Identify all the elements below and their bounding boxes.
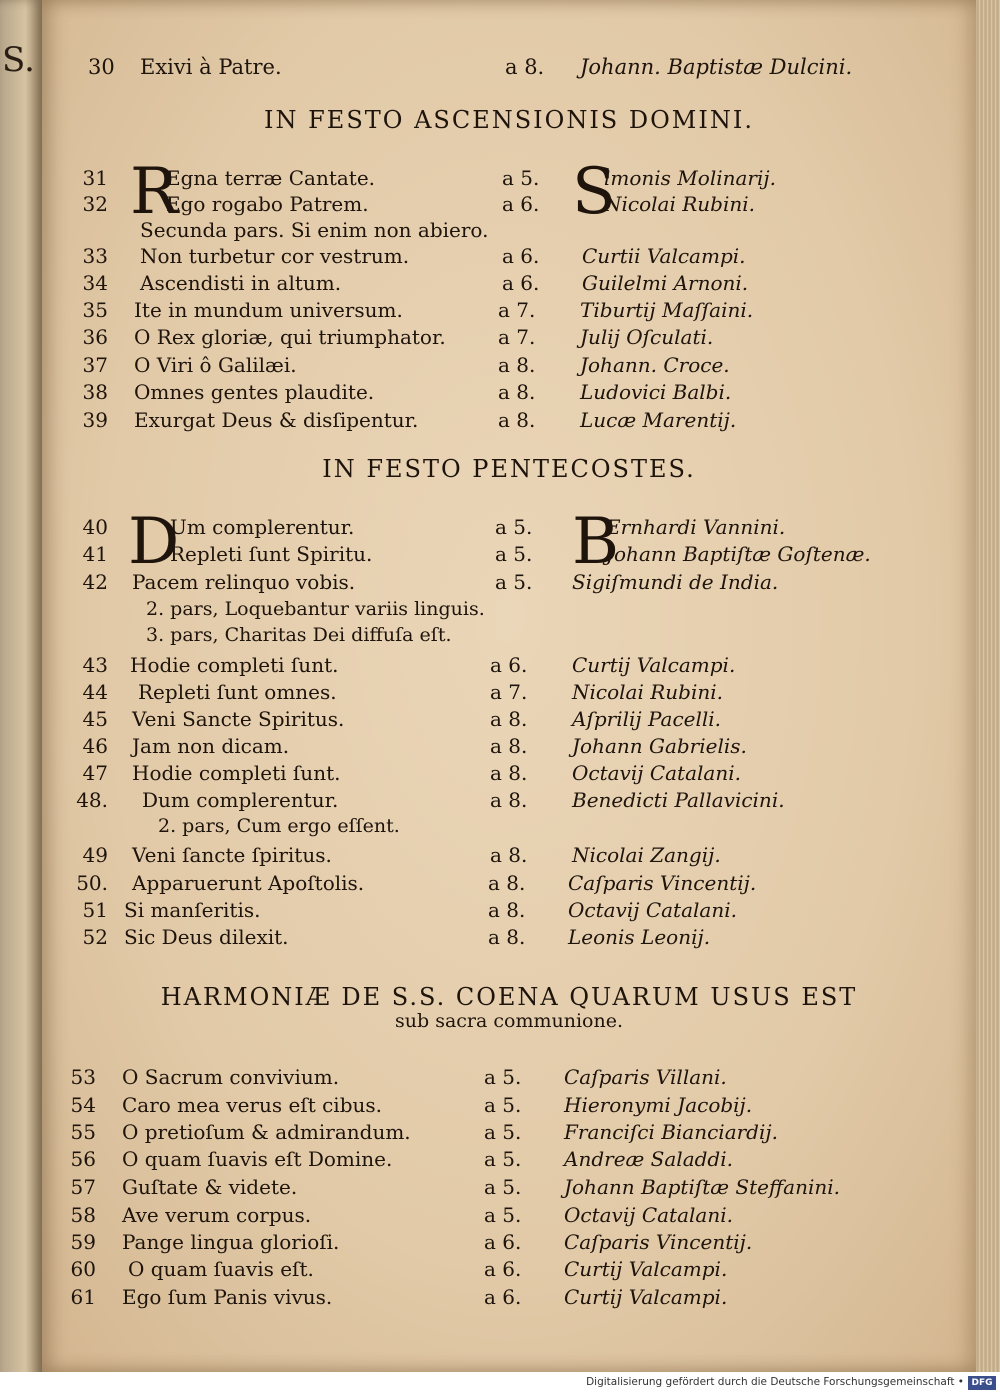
entry-composer: Caſparis Vincentij. [568, 871, 757, 895]
list-item [0, 1065, 1000, 1093]
list-item [0, 271, 1000, 299]
entry-title: O Sacrum convivium. [122, 1065, 340, 1089]
entry-composer: Johann. Croce. [580, 353, 730, 377]
entry-number: 47 [82, 761, 108, 785]
entry-number: 53 [70, 1065, 96, 1089]
entry-voices: a 8. [488, 871, 526, 895]
entry-title: O quam ſuavis eſt Domine. [122, 1147, 393, 1171]
entry-title: Ascendisti in altum. [140, 271, 342, 295]
list-item [0, 843, 1000, 871]
list-item [0, 1203, 1000, 1231]
decorated-initial-b: B [572, 505, 620, 579]
entry-composer: Tiburtij Maſſaini. [580, 298, 754, 322]
list-item [0, 1175, 1000, 1203]
list-item [0, 1230, 1000, 1258]
entry-number: 43 [82, 653, 108, 677]
list-item [0, 570, 1000, 598]
entry-title: Non turbetur cor vestrum. [140, 244, 410, 268]
entry-number: 49 [82, 843, 108, 867]
list-item [0, 380, 1000, 408]
entry-title: Repleti ſunt Spiritu. [170, 542, 373, 566]
running-head-composer: Johann. Baptistæ Dulcini. [580, 55, 853, 79]
entry-voices: a 5. [484, 1175, 522, 1199]
entry-title: 2. pars, Cum ergo eſſent. [158, 815, 400, 837]
entry-title: Egna terræ Cantate. [166, 166, 376, 190]
entry-number: 59 [70, 1230, 96, 1254]
list-item [0, 871, 1000, 899]
section-heading-ascension: IN FESTO ASCENSIONIS DOMINI. [264, 106, 754, 134]
decorated-initial-s: S [572, 155, 616, 229]
running-head-title: Exivi à Patre. [140, 55, 282, 79]
list-item [0, 734, 1000, 762]
entry-composer: Hieronymi Jacobij. [564, 1093, 753, 1117]
entry-composer: Benedicti Pallavicini. [572, 788, 785, 812]
entry-voices: a 5. [484, 1065, 522, 1089]
list-item [0, 244, 1000, 272]
entry-composer: lmonis Molinarij. [604, 166, 776, 190]
page-number: 30 [88, 55, 115, 79]
entry-title: O quam ſuavis eſt. [128, 1257, 314, 1281]
list-item [0, 1285, 1000, 1313]
entry-title: 2. pars, Loquebantur variis linguis. [146, 598, 485, 620]
entry-number: 55 [70, 1120, 96, 1144]
entry-number: 61 [70, 1285, 96, 1309]
entry-title: Si manſeritis. [124, 898, 261, 922]
entry-title: Hodie completi ſunt. [132, 761, 341, 785]
list-item [0, 815, 1000, 843]
entry-voices: a 6. [484, 1285, 522, 1309]
entry-composer: Caſparis Villani. [564, 1065, 727, 1089]
list-item [0, 408, 1000, 436]
list-item [0, 298, 1000, 326]
entry-title: Exurgat Deus & disſipentur. [134, 408, 419, 432]
list-item [0, 898, 1000, 926]
entry-number: 40 [82, 515, 108, 539]
list-item [0, 542, 1000, 570]
list-item [0, 653, 1000, 681]
entry-voices: a 5. [484, 1147, 522, 1171]
entry-voices: a 5. [495, 542, 533, 566]
entry-composer: Leonis Leonij. [568, 925, 711, 949]
entry-title: Omnes gentes plaudite. [134, 380, 375, 404]
entry-voices: a 8. [498, 408, 536, 432]
entry-voices: a 8. [488, 925, 526, 949]
entry-title: Pacem relinquo vobis. [132, 570, 356, 594]
entry-title: Secunda pars. Si enim non abiero. [140, 218, 489, 242]
entry-title: Ave verum corpus. [122, 1203, 312, 1227]
entry-voices: a 6. [502, 244, 540, 268]
list-item [0, 707, 1000, 735]
entry-voices: a 8. [490, 707, 528, 731]
list-item [0, 680, 1000, 708]
entry-voices: a 5. [484, 1120, 522, 1144]
entry-number: 54 [70, 1093, 96, 1117]
entry-title: Apparuerunt Apoſtolis. [132, 871, 365, 895]
entry-number: 46 [82, 734, 108, 758]
entry-number: 37 [82, 353, 108, 377]
entry-voices: a 5. [484, 1203, 522, 1227]
list-item [0, 515, 1000, 543]
dfg-logo: DFG [968, 1376, 996, 1390]
entry-number: 39 [82, 408, 108, 432]
entry-number: 45 [82, 707, 108, 731]
entry-number: 58 [70, 1203, 96, 1227]
entry-title: 3. pars, Charitas Dei diffuſa eſt. [146, 624, 452, 646]
entry-number: 57 [70, 1175, 96, 1199]
entry-title: Dum complerentur. [142, 788, 339, 812]
entry-voices: a 7. [498, 325, 536, 349]
entry-voices: a 8. [490, 761, 528, 785]
entry-title: Veni ſancte ſpiritus. [132, 843, 332, 867]
entry-voices: a 7. [498, 298, 536, 322]
entry-composer: Curtii Valcampi. [582, 244, 746, 268]
list-item [0, 788, 1000, 816]
funding-credit: Digitalisierung gefördert durch die Deutsche Forschungsgemeinschaft • [586, 1376, 964, 1388]
entry-voices: a 5. [495, 515, 533, 539]
entry-composer: Aſprilij Pacelli. [572, 707, 722, 731]
entry-number: 52 [82, 925, 108, 949]
entry-title: Veni Sancte Spiritus. [132, 707, 345, 731]
entry-composer: Nicolai Zangij. [572, 843, 721, 867]
section-heading-communion: HARMONIÆ DE S.S. COENA QUARUM USUS EST [160, 983, 858, 1011]
entry-title: Um complerentur. [170, 515, 355, 539]
entry-number: 50. [76, 871, 108, 895]
entry-number: 48. [76, 788, 108, 812]
entry-composer: Curtij Valcampi. [572, 653, 736, 677]
entry-voices: a 8. [490, 734, 528, 758]
entry-number: 60 [70, 1257, 96, 1281]
section-heading-pentecost: IN FESTO PENTECOSTES. [322, 455, 696, 483]
entry-composer: Curtij Valcampi. [564, 1285, 728, 1309]
entry-composer: Octavij Catalani. [568, 898, 737, 922]
entry-title: Caro mea verus eſt cibus. [122, 1093, 382, 1117]
list-item [0, 1147, 1000, 1175]
entry-number: 41 [82, 542, 108, 566]
entry-number: 34 [82, 271, 108, 295]
entry-title: O pretioſum & admirandum. [122, 1120, 411, 1144]
previous-page-mark: S. [2, 40, 35, 80]
entry-number: 38 [82, 380, 108, 404]
list-item [0, 598, 1000, 626]
entry-composer: Nicolai Rubini. [572, 680, 723, 704]
entry-composer: Sigiſmundi de India. [572, 570, 779, 594]
entry-number: 42 [82, 570, 108, 594]
entry-voices: a 8. [498, 353, 536, 377]
entry-number: 32 [82, 192, 108, 216]
list-item [0, 218, 1000, 246]
list-item [0, 1120, 1000, 1148]
entry-title: Ite in mundum universum. [134, 298, 403, 322]
decorated-initial-d: D [128, 505, 180, 579]
entry-title: O Rex gloriæ, qui triumphator. [134, 325, 446, 349]
running-head-voices: a 8. [505, 55, 545, 79]
entry-title: Sic Deus dilexit. [124, 925, 289, 949]
entry-voices: a 8. [490, 843, 528, 867]
entry-composer: Franciſci Bianciardij. [564, 1120, 778, 1144]
entry-voices: a 6. [484, 1230, 522, 1254]
entry-title: Jam non dicam. [132, 734, 290, 758]
decorated-initial-r: R [130, 155, 179, 229]
entry-voices: a 8. [488, 898, 526, 922]
list-item [0, 1257, 1000, 1285]
entry-composer: Johann Baptiſtæ Goſtenæ. [606, 542, 871, 566]
entry-number: 51 [82, 898, 108, 922]
section-subheading-communion: sub sacra communione. [395, 1010, 623, 1032]
entry-voices: a 6. [490, 653, 528, 677]
list-item [0, 1093, 1000, 1121]
entry-number: 56 [70, 1147, 96, 1171]
entry-composer: Ludovici Balbi. [580, 380, 732, 404]
entry-composer: Lucæ Marentij. [580, 408, 737, 432]
entry-composer: Guilelmi Arnoni. [582, 271, 749, 295]
list-item [0, 761, 1000, 789]
entry-composer: Caſparis Vincentij. [564, 1230, 753, 1254]
list-item [0, 624, 1000, 652]
entry-composer: Johann Gabrielis. [572, 734, 747, 758]
entry-composer: Ernhardi Vannini. [606, 515, 786, 539]
entry-number: 36 [82, 325, 108, 349]
entry-number: 35 [82, 298, 108, 322]
entry-composer: Nicolai Rubini. [604, 192, 755, 216]
entry-voices: a 6. [502, 271, 540, 295]
entry-composer: Johann Baptiſtæ Steffanini. [564, 1175, 841, 1199]
list-item [0, 325, 1000, 353]
entry-number: 44 [82, 680, 108, 704]
entry-voices: a 5. [495, 570, 533, 594]
entry-title: Repleti ſunt omnes. [138, 680, 337, 704]
entry-title: Guſtate & videte. [122, 1175, 298, 1199]
list-item [0, 925, 1000, 953]
entry-voices: a 6. [502, 192, 540, 216]
entry-title: Pange lingua glorioſi. [122, 1230, 340, 1254]
entry-composer: Andreæ Saladdi. [564, 1147, 733, 1171]
entry-composer: Julij Oſculati. [580, 325, 714, 349]
entry-voices: a 8. [498, 380, 536, 404]
entry-number: 31 [82, 166, 108, 190]
entry-voices: a 5. [502, 166, 540, 190]
entry-voices: a 8. [490, 788, 528, 812]
entry-composer: Octavij Catalani. [572, 761, 741, 785]
entry-voices: a 6. [484, 1257, 522, 1281]
footer-bar [0, 1372, 1000, 1394]
list-item [0, 192, 1000, 220]
entry-title: O Viri ô Galilæi. [134, 353, 297, 377]
entry-title: Ego ſum Panis vivus. [122, 1285, 333, 1309]
list-item [0, 166, 1000, 194]
entry-composer: Octavij Catalani. [564, 1203, 733, 1227]
entry-title: Hodie completi ſunt. [130, 653, 339, 677]
entry-voices: a 5. [484, 1093, 522, 1117]
list-item [0, 353, 1000, 381]
entry-number: 33 [82, 244, 108, 268]
entry-voices: a 7. [490, 680, 528, 704]
entry-composer: Curtij Valcampi. [564, 1257, 728, 1281]
entry-title: Ego rogabo Patrem. [166, 192, 369, 216]
